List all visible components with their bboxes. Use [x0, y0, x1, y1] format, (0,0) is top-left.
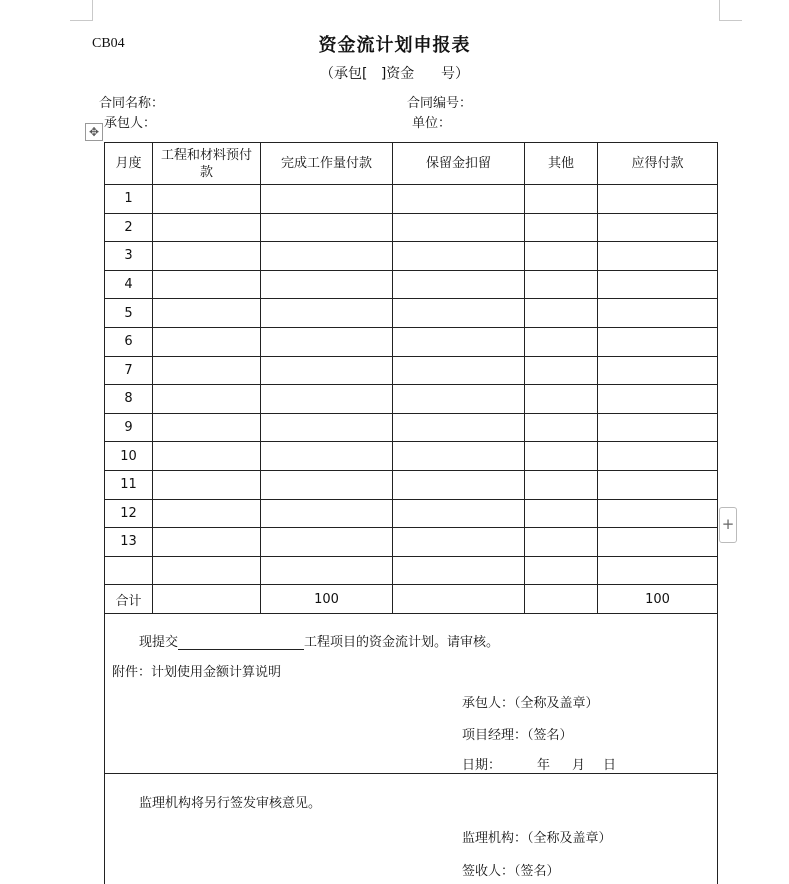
- month-cell: 9: [105, 413, 153, 442]
- workload-cell[interactable]: [261, 270, 393, 299]
- other-cell[interactable]: [525, 442, 598, 471]
- table-row: [105, 185, 718, 214]
- workload-cell[interactable]: [261, 413, 393, 442]
- total-label: 合计: [105, 585, 153, 614]
- table-row: [105, 528, 718, 557]
- table-row: [105, 356, 718, 385]
- workload-cell[interactable]: [261, 556, 393, 585]
- submission-date: [462, 754, 616, 773]
- month-cell: 5: [105, 299, 153, 328]
- header-other: 其他: [525, 143, 598, 185]
- advance-cell[interactable]: [153, 528, 261, 557]
- workload-cell[interactable]: [261, 385, 393, 414]
- submission-prefix: 现提交: [139, 635, 179, 650]
- other-cell[interactable]: [525, 528, 598, 557]
- project-name-blank[interactable]: [178, 635, 304, 650]
- header-workload-payment: 完成工作量付款: [261, 143, 393, 185]
- table-row: [105, 385, 718, 414]
- payable-cell[interactable]: [598, 442, 718, 471]
- table-row: [105, 299, 718, 328]
- advance-cell[interactable]: [153, 270, 261, 299]
- table-move-handle-icon[interactable]: ✥: [85, 123, 103, 141]
- workload-cell[interactable]: [261, 499, 393, 528]
- retention-cell[interactable]: [393, 327, 525, 356]
- date-label: 日期：: [462, 758, 502, 773]
- form-subtitle: [0, 63, 789, 83]
- attachment-note: 附件：计划使用金额计算说明: [112, 665, 282, 680]
- payable-cell[interactable]: [598, 413, 718, 442]
- workload-cell[interactable]: [261, 213, 393, 242]
- submission-statement: [139, 631, 499, 650]
- total-advance-cell[interactable]: [153, 585, 261, 614]
- advance-cell[interactable]: [153, 470, 261, 499]
- other-cell[interactable]: [525, 356, 598, 385]
- page-corner-marker-right: [719, 0, 742, 21]
- other-cell[interactable]: [525, 470, 598, 499]
- advance-cell[interactable]: [153, 299, 261, 328]
- month-cell: 7: [105, 356, 153, 385]
- total-row: [105, 585, 718, 614]
- subtitle-gap-2: [414, 66, 441, 82]
- advance-cell[interactable]: [153, 385, 261, 414]
- contract-no-label: 合同编号：: [407, 96, 473, 111]
- month-cell: [105, 556, 153, 585]
- payable-cell[interactable]: [598, 499, 718, 528]
- retention-cell[interactable]: [393, 442, 525, 471]
- workload-cell[interactable]: [261, 442, 393, 471]
- supervision-section: [104, 774, 718, 884]
- table-row: [105, 413, 718, 442]
- cash-flow-table: [104, 142, 718, 614]
- advance-cell[interactable]: [153, 442, 261, 471]
- advance-cell[interactable]: [153, 213, 261, 242]
- workload-cell[interactable]: [261, 528, 393, 557]
- workload-cell[interactable]: [261, 242, 393, 271]
- form-title: 资金流计划申报表: [318, 35, 471, 56]
- month-cell: 8: [105, 385, 153, 414]
- table-row: [105, 242, 718, 271]
- date-year: 年: [537, 758, 551, 773]
- header-payable: 应得付款: [598, 143, 718, 185]
- advance-cell[interactable]: [153, 413, 261, 442]
- date-month: 月: [572, 758, 586, 773]
- subtitle-close: 号）: [441, 66, 469, 82]
- payable-cell[interactable]: [598, 556, 718, 585]
- retention-cell[interactable]: [393, 213, 525, 242]
- payable-cell[interactable]: [598, 213, 718, 242]
- supervision-note: 监理机构将另行签发审核意见。: [139, 796, 322, 811]
- payable-cell[interactable]: [598, 299, 718, 328]
- total-payable-cell[interactable]: 100: [598, 585, 718, 614]
- payable-cell[interactable]: [598, 385, 718, 414]
- month-cell: 11: [105, 470, 153, 499]
- advance-cell[interactable]: [153, 242, 261, 271]
- other-cell[interactable]: [525, 213, 598, 242]
- month-cell: 12: [105, 499, 153, 528]
- payable-cell[interactable]: [598, 270, 718, 299]
- receiver-signature: 签收人：（签名）: [462, 864, 560, 879]
- payable-cell[interactable]: [598, 470, 718, 499]
- table-row: [105, 470, 718, 499]
- manager-signature: 项目经理：（签名）: [462, 728, 573, 743]
- payable-cell[interactable]: [598, 185, 718, 214]
- advance-cell[interactable]: [153, 327, 261, 356]
- advance-cell[interactable]: [153, 185, 261, 214]
- submission-suffix: 工程项目的资金流计划。请审核。: [304, 635, 500, 650]
- retention-cell[interactable]: [393, 499, 525, 528]
- table-row: [105, 556, 718, 585]
- month-cell: 4: [105, 270, 153, 299]
- month-cell: 3: [105, 242, 153, 271]
- month-cell: 10: [105, 442, 153, 471]
- payable-cell[interactable]: [598, 242, 718, 271]
- other-cell[interactable]: [525, 242, 598, 271]
- retention-cell[interactable]: [393, 470, 525, 499]
- workload-cell[interactable]: [261, 299, 393, 328]
- retention-cell[interactable]: [393, 413, 525, 442]
- retention-cell[interactable]: [393, 356, 525, 385]
- workload-cell[interactable]: [261, 327, 393, 356]
- date-day: 日: [603, 758, 617, 773]
- table-header-row: [105, 143, 718, 185]
- add-column-button[interactable]: +: [719, 507, 737, 543]
- retention-cell[interactable]: [393, 556, 525, 585]
- other-cell[interactable]: [525, 299, 598, 328]
- table-row: [105, 327, 718, 356]
- retention-cell[interactable]: [393, 528, 525, 557]
- subtitle-middle: ]资金: [380, 66, 415, 82]
- other-cell[interactable]: [525, 327, 598, 356]
- header-advance-payment: 工程和材料预付款: [153, 143, 261, 185]
- header-retention: 保留金扣留: [393, 143, 525, 185]
- other-cell[interactable]: [525, 385, 598, 414]
- month-cell: 2: [105, 213, 153, 242]
- form-code: CB04: [92, 36, 125, 51]
- other-cell[interactable]: [525, 185, 598, 214]
- total-other-cell[interactable]: [525, 585, 598, 614]
- table-row: [105, 442, 718, 471]
- retention-cell[interactable]: [393, 185, 525, 214]
- retention-cell[interactable]: [393, 299, 525, 328]
- other-cell[interactable]: [525, 270, 598, 299]
- submission-section: [104, 614, 718, 774]
- advance-cell[interactable]: [153, 356, 261, 385]
- page-corner-marker-left: [70, 0, 93, 21]
- retention-cell[interactable]: [393, 270, 525, 299]
- advance-cell[interactable]: [153, 556, 261, 585]
- contract-name-label: 合同名称：: [99, 96, 165, 111]
- month-cell: 13: [105, 528, 153, 557]
- subtitle-open: （承包[: [320, 66, 368, 82]
- month-cell: 6: [105, 327, 153, 356]
- payable-cell[interactable]: [598, 528, 718, 557]
- agency-signature: 监理机构：（全称及盖章）: [462, 831, 612, 846]
- payable-cell[interactable]: [598, 327, 718, 356]
- contractor-signature: 承包人：（全称及盖章）: [462, 696, 599, 711]
- other-cell[interactable]: [525, 499, 598, 528]
- subtitle-gap: [367, 66, 380, 82]
- workload-cell[interactable]: [261, 356, 393, 385]
- other-cell[interactable]: [525, 413, 598, 442]
- advance-cell[interactable]: [153, 499, 261, 528]
- table-row: [105, 270, 718, 299]
- contractor-label: 承包人：: [104, 116, 157, 131]
- other-cell[interactable]: [525, 556, 598, 585]
- table-row: [105, 499, 718, 528]
- workload-cell[interactable]: [261, 470, 393, 499]
- header-month: 月度: [105, 143, 153, 185]
- retention-cell[interactable]: [393, 242, 525, 271]
- retention-cell[interactable]: [393, 385, 525, 414]
- total-workload-cell[interactable]: 100: [261, 585, 393, 614]
- unit-label: 单位：: [412, 116, 452, 131]
- table-row: [105, 213, 718, 242]
- payable-cell[interactable]: [598, 356, 718, 385]
- month-cell: 1: [105, 185, 153, 214]
- total-retention-cell[interactable]: [393, 585, 525, 614]
- workload-cell[interactable]: [261, 185, 393, 214]
